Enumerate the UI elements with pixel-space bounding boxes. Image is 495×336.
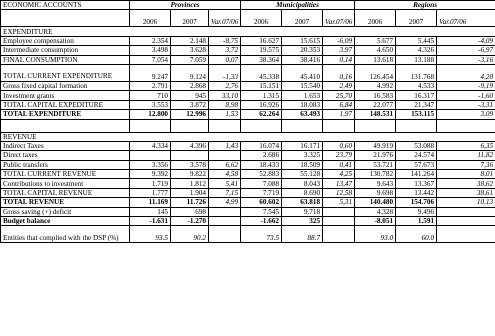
empty-cell (1, 119, 130, 132)
table-row (1, 64, 495, 81)
value-cell: 52.883 (241, 170, 282, 179)
value-cell: 18.509 (282, 160, 323, 169)
value-cell: 9.496 (396, 207, 437, 216)
value-cell: 13.188 (396, 55, 437, 64)
row-label: TOTAL EXPENDITURE (1, 110, 130, 119)
section-title-expenditure: EXPENDITURE (1, 27, 495, 36)
variation-cell (437, 217, 495, 226)
variation-cell (209, 217, 241, 226)
value-cell: 1.591 (396, 217, 437, 226)
value-cell: 698 (171, 207, 209, 216)
value-cell: 7.719 (241, 188, 282, 197)
variation-cell: 1,43 (209, 141, 241, 150)
variation-cell: 5,31 (323, 198, 355, 207)
value-cell: 2.148 (171, 36, 209, 45)
variation-cell (437, 226, 495, 243)
value-cell: 4.533 (396, 81, 437, 90)
table-row (1, 141, 495, 150)
variation-cell (209, 151, 241, 160)
variation-cell: -9,19 (437, 81, 495, 90)
variation-cell: -3,16 (437, 55, 495, 64)
table-row (1, 100, 495, 109)
table-row (1, 36, 495, 45)
row-label: Intermediate consumption (1, 46, 130, 55)
variation-cell: 38,62 (437, 179, 495, 188)
value-cell: 24.574 (396, 151, 437, 160)
row-label: TOTAL CAPITAL REVENUE (1, 188, 130, 197)
variation-cell: 25,70 (323, 91, 355, 100)
variation-cell: 0,14 (323, 55, 355, 64)
value-cell: 11.726 (171, 198, 209, 207)
row-label: Indirect Taxes (1, 141, 130, 150)
value-cell: 15.615 (282, 36, 323, 45)
section-row-revenue (1, 132, 495, 141)
value-cell: 38.364 (241, 55, 282, 64)
value-cell: 153.115 (396, 110, 437, 119)
variation-cell: 3,97 (323, 46, 355, 55)
value-cell: 126.454 (355, 64, 396, 81)
year-header: 2006 (130, 10, 171, 27)
value-cell: 130.782 (355, 170, 396, 179)
value-cell: 53.721 (355, 160, 396, 169)
year-header: 2007 (396, 10, 437, 27)
variation-cell: -1,33 (209, 64, 241, 81)
value-cell: 15.540 (282, 81, 323, 90)
value-cell: 12.800 (130, 110, 171, 119)
variation-cell: 10,13 (437, 198, 495, 207)
value-cell: 945 (171, 91, 209, 100)
value-cell: 38.416 (282, 55, 323, 64)
variation-cell: 12,58 (323, 188, 355, 197)
value-cell: 325 (282, 217, 323, 226)
variation-cell: 6,35 (437, 141, 495, 150)
variation-cell: 5,41 (209, 179, 241, 188)
group-header-provinces: Provinces (130, 1, 241, 10)
value-cell: 3.498 (130, 46, 171, 55)
value-cell: 19.575 (241, 46, 282, 55)
value-cell: 5.677 (355, 36, 396, 45)
value-cell: 4.328 (355, 207, 396, 216)
value-cell (130, 151, 171, 160)
variation-cell: 4,58 (209, 170, 241, 179)
empty-cell (171, 119, 209, 132)
value-cell: 141.264 (396, 170, 437, 179)
empty-cell (437, 119, 495, 132)
value-cell: 20.353 (282, 46, 323, 55)
row-label: Contributions to investment (1, 179, 130, 188)
value-cell: 11.169 (130, 198, 171, 207)
value-cell: 16.583 (355, 91, 396, 100)
value-cell: 9.698 (355, 188, 396, 197)
value-cell: 3.578 (171, 160, 209, 169)
table-row (1, 198, 495, 207)
table-row (1, 188, 495, 197)
variation-cell (323, 226, 355, 243)
value-cell: 9.392 (130, 170, 171, 179)
value-cell: 2.868 (171, 81, 209, 90)
value-cell: 63.818 (282, 198, 323, 207)
value-cell: 4.992 (355, 81, 396, 90)
empty-cell (396, 119, 437, 132)
variation-cell: 4,20 (437, 64, 495, 81)
variation-cell: -6,97 (437, 46, 495, 55)
variation-cell: 0,41 (323, 160, 355, 169)
value-cell: 57.673 (396, 160, 437, 169)
value-cell: 7.545 (241, 207, 282, 216)
value-cell: 9.822 (171, 170, 209, 179)
value-cell: 13.367 (396, 179, 437, 188)
variation-cell: 1,97 (323, 110, 355, 119)
variation-cell: -4,09 (437, 36, 495, 45)
value-cell: 22.077 (355, 100, 396, 109)
table-row (1, 160, 495, 169)
var-header: Var.07/06 (323, 10, 355, 27)
value-cell: 21.347 (396, 100, 437, 109)
variation-cell: 4,99 (209, 198, 241, 207)
value-cell: 3.553 (130, 100, 171, 109)
value-cell: 2.686 (241, 151, 282, 160)
row-label: FINAL CONSUMPTION (1, 55, 130, 64)
row-label: Investment grants (1, 91, 130, 100)
value-cell: -1.270 (171, 217, 209, 226)
variation-cell: 8,98 (209, 100, 241, 109)
value-cell: 73.5 (241, 226, 282, 243)
row-label: Direct taxes (1, 151, 130, 160)
value-cell: 53.088 (396, 141, 437, 150)
group-header-regions: Regions (355, 1, 495, 10)
value-cell: 60.0 (396, 226, 437, 243)
value-cell: 145 (130, 207, 171, 216)
value-cell: 3.325 (282, 151, 323, 160)
table-row (1, 110, 495, 119)
variation-cell: 38,61 (437, 188, 495, 197)
value-cell: 16.926 (241, 100, 282, 109)
value-cell: 1.653 (282, 91, 323, 100)
value-cell: 131.768 (396, 64, 437, 81)
header-blank-cell (1, 10, 130, 27)
variation-cell: 7,15 (209, 188, 241, 197)
value-cell: 16.317 (396, 91, 437, 100)
table-row (1, 151, 495, 160)
value-cell: 18.433 (241, 160, 282, 169)
value-cell: 2.354 (130, 36, 171, 45)
year-header: 2006 (241, 10, 282, 27)
row-label: TOTAL REVENUE (1, 198, 130, 207)
section-row-expenditure (1, 27, 495, 36)
row-label: TOTAL CURRENT EXPENDITURE (1, 64, 130, 81)
variation-cell: 6,84 (323, 100, 355, 109)
table-title: ECONOMIC ACCOUNTS (1, 1, 130, 10)
value-cell: 1.812 (171, 179, 209, 188)
value-cell: 4.326 (396, 46, 437, 55)
variation-cell: -3,31 (437, 100, 495, 109)
variation-cell: 23,79 (323, 151, 355, 160)
value-cell: -1.631 (130, 217, 171, 226)
variation-cell: 1,53 (209, 110, 241, 119)
variation-cell: 4,25 (323, 170, 355, 179)
value-cell: 7.059 (171, 55, 209, 64)
variation-cell: 0,16 (323, 64, 355, 81)
row-label: Entities that complied with the DSP (%) (1, 226, 130, 243)
var-header: Var.07/06 (437, 10, 495, 27)
value-cell (171, 151, 209, 160)
value-cell: 1.777 (130, 188, 171, 197)
header-row-groups (1, 1, 495, 10)
value-cell: 93.0 (355, 226, 396, 243)
header-row-years (1, 10, 495, 27)
value-cell: 154.706 (396, 198, 437, 207)
value-cell: 62.264 (241, 110, 282, 119)
year-header: 2007 (282, 10, 323, 27)
value-cell: 7.088 (241, 179, 282, 188)
row-label: Gross fixed capital formation (1, 81, 130, 90)
table-row (1, 55, 495, 64)
variation-cell: 33,10 (209, 91, 241, 100)
value-cell: 8.690 (282, 188, 323, 197)
empty-cell (323, 119, 355, 132)
value-cell: 4.650 (355, 46, 396, 55)
value-cell: 3.356 (130, 160, 171, 169)
empty-cell (241, 119, 282, 132)
value-cell: 63.493 (282, 110, 323, 119)
value-cell: 88.7 (282, 226, 323, 243)
value-cell: 49.919 (355, 141, 396, 150)
empty-cell (209, 119, 241, 132)
row-label: TOTAL CAPITAL EXPEDITURE (1, 100, 130, 109)
variation-cell (437, 207, 495, 216)
empty-cell (282, 119, 323, 132)
variation-cell: 3,09 (437, 110, 495, 119)
var-header: Var.07/06 (209, 10, 241, 27)
year-header: 2006 (355, 10, 396, 27)
variation-cell: 2,49 (323, 81, 355, 90)
variation-cell: -1,60 (437, 91, 495, 100)
variation-cell: 7,36 (437, 160, 495, 169)
variation-cell: 11,82 (437, 151, 495, 160)
value-cell: 93.5 (130, 226, 171, 243)
value-cell: 45.338 (241, 64, 282, 81)
variation-cell: 13,47 (323, 179, 355, 188)
variation-cell: 6,62 (209, 160, 241, 169)
value-cell: 5.445 (396, 36, 437, 45)
value-cell: 16.627 (241, 36, 282, 45)
value-cell: 18.083 (282, 100, 323, 109)
row-label: TOTAL CURRENT REVENUE (1, 170, 130, 179)
value-cell: 148.531 (355, 110, 396, 119)
value-cell: 21.976 (355, 151, 396, 160)
table-row (1, 81, 495, 90)
value-cell: 90.2 (171, 226, 209, 243)
value-cell: 9.718 (282, 207, 323, 216)
variation-cell: 0,07 (209, 55, 241, 64)
row-label: Public transfers (1, 160, 130, 169)
value-cell: -8.051 (355, 217, 396, 226)
value-cell: 7.054 (130, 55, 171, 64)
value-cell: 140.480 (355, 198, 396, 207)
value-cell: 13.618 (355, 55, 396, 64)
value-cell: 16.171 (282, 141, 323, 150)
row-label: Gross saving (+) deficit (1, 207, 130, 216)
spacer-row (1, 119, 495, 132)
variation-cell: -8,75 (209, 36, 241, 45)
value-cell: 45.410 (282, 64, 323, 81)
value-cell: 9.643 (355, 179, 396, 188)
value-cell: 13.442 (396, 188, 437, 197)
variation-cell: 2,76 (209, 81, 241, 90)
value-cell: 15.151 (241, 81, 282, 90)
variation-cell (209, 226, 241, 243)
variation-cell: 8,01 (437, 170, 495, 179)
variation-cell (209, 207, 241, 216)
table-row (1, 46, 495, 55)
group-header-municipalities: Municipalities (241, 1, 355, 10)
section-title-revenue: REVENUE (1, 132, 495, 141)
value-cell: 12.996 (171, 110, 209, 119)
table-row (1, 170, 495, 179)
variation-cell (323, 217, 355, 226)
value-cell: 2.791 (130, 81, 171, 90)
variation-cell: 0,60 (323, 141, 355, 150)
empty-cell (130, 119, 171, 132)
value-cell: 4.396 (171, 141, 209, 150)
value-cell: 55.128 (282, 170, 323, 179)
variation-cell (323, 207, 355, 216)
value-cell: 1.904 (171, 188, 209, 197)
value-cell: 4.334 (130, 141, 171, 150)
value-cell: -1.662 (241, 217, 282, 226)
empty-cell (355, 119, 396, 132)
value-cell: 9.247 (130, 64, 171, 81)
table-row (1, 217, 495, 226)
value-cell: 710 (130, 91, 171, 100)
table-row (1, 91, 495, 100)
table-row (1, 226, 495, 243)
value-cell: 16.074 (241, 141, 282, 150)
value-cell: 60.602 (241, 198, 282, 207)
value-cell: 1.719 (130, 179, 171, 188)
row-label: Budget balance (1, 217, 130, 226)
year-header: 2007 (171, 10, 209, 27)
value-cell: 9.124 (171, 64, 209, 81)
value-cell: 8.043 (282, 179, 323, 188)
value-cell: 1.315 (241, 91, 282, 100)
value-cell: 3.628 (171, 46, 209, 55)
variation-cell: -6,09 (323, 36, 355, 45)
variation-cell: 3,72 (209, 46, 241, 55)
row-label: Employee compensation (1, 36, 130, 45)
table-row (1, 207, 495, 216)
table-row (1, 179, 495, 188)
value-cell: 3.872 (171, 100, 209, 109)
